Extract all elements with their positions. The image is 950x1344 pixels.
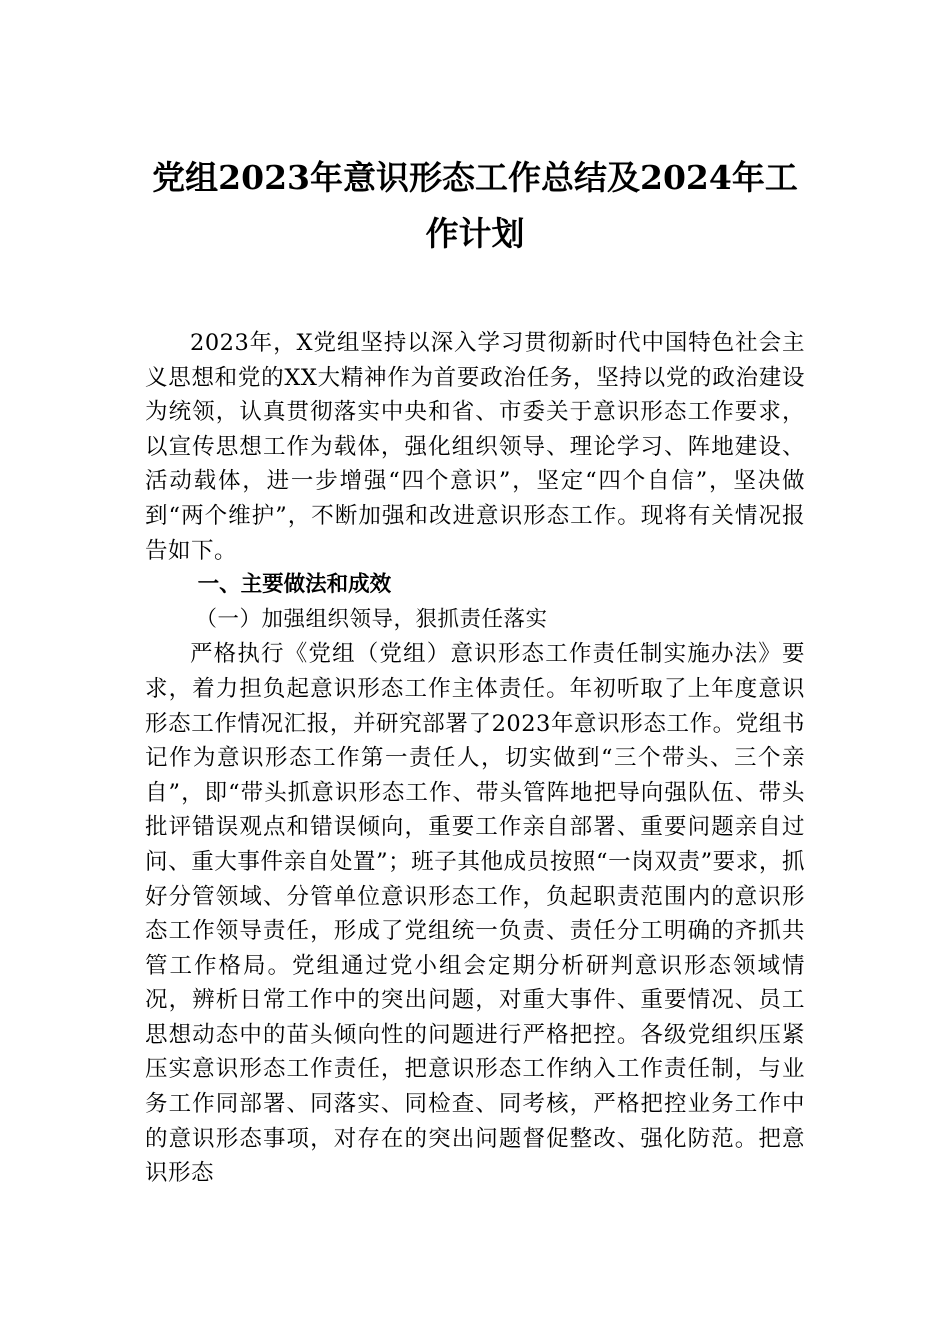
document-title xyxy=(140,150,810,262)
document-title-line-1: 党组2023年意识形态工作总结及2024年工 xyxy=(152,158,798,197)
intro-paragraph: 2023年，X党组坚持以深入学习贯彻新时代中国特色社会主义思想和党的XX大精神作为首要政治任务，坚持以党的政治建设为统领，认真贯彻落实中央和省、市委关于意识形态工作要求，以宣传思想工作为载体，强化组织领导、理论学习、阵地建设、活动载体，进一步增强“四个意识”，坚定“四个自信”，坚决做到“两个维护”，不断加强和改进意识形态工作。现将有关情况报告如下。 xyxy=(145,330,805,564)
document-body xyxy=(145,326,805,1191)
document-title-line-2: 作计划 xyxy=(425,214,525,253)
subsection-paragraph-organization: 严格执行《党组（党组）意识形态工作责任制实施办法》要求，着力担负起意识形态工作主体责任。年初听取了上年度意识形态工作情况汇报，并研究部署了2023年意识形态工作。党组书记作为意识形态工作第一责任人，切实做到“三个带头、三个亲自”，即“带头抓意识形态工作、带头管阵地把导向强队伍、带头批评错误观点和错误倾向，重要工作亲自部署、重要问题亲自过问、重大事件亲自处置”；班子其他成员按照“一岗双责”要求，抓好分管领域、分管单位意识形态工作，负起职责范围内的意识形态工作领导责任，形成了党组统一负责、责任分工明确的齐抓共管工作格局。党组通过党小组会定期分析研判意识形态领域情况，辨析日常工作中的突出问题，对重大事件、重要情况、员工思想动态中的苗头倾向性的问题进行严格把控。各级党组织压紧压实意识形态工作责任，把意识形态工作纳入工作责任制，与业务工作同部署、同落实、同检查、同考核，严格把控业务工作中的意识形态事项，对存在的突出问题督促整改、强化防范。把意识形态 xyxy=(145,641,805,1187)
section-heading-main-practices: 一、主要做法和成效 xyxy=(197,572,392,598)
subsection-heading-organization: （一）加强组织领导，狠抓责任落实 xyxy=(195,606,548,632)
